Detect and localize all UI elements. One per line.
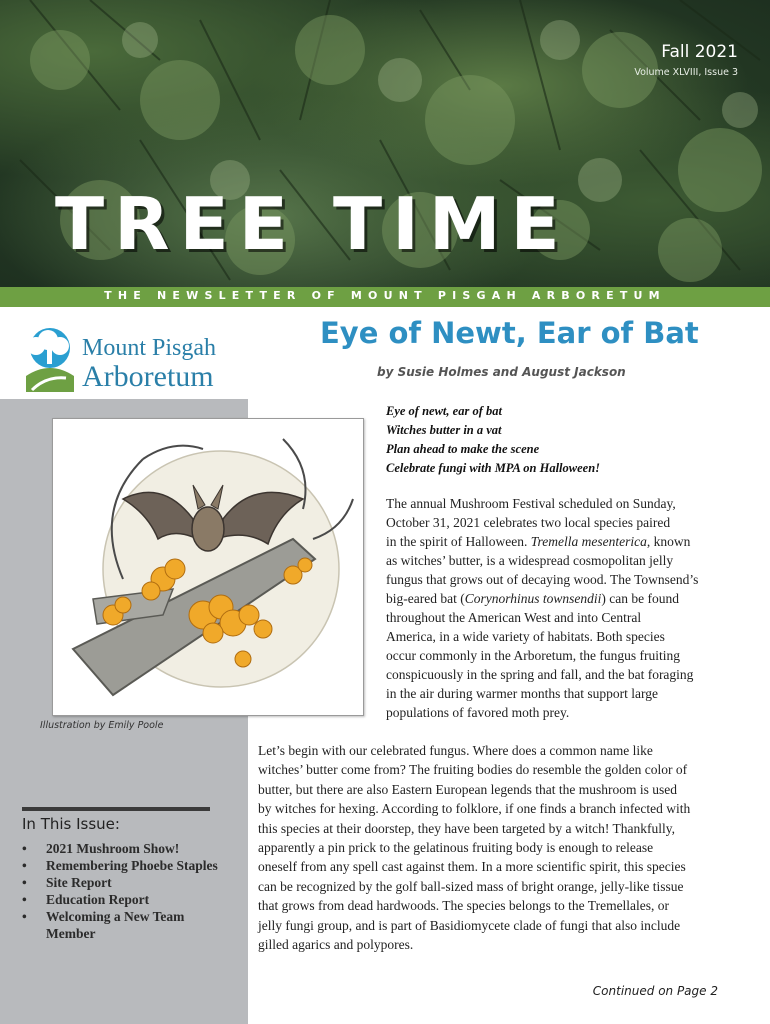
issue-item: • Welcoming a New Team Member [22,909,185,941]
tagline-strip [0,287,770,307]
bullet-icon: • [22,858,27,873]
poem-line: Plan ahead to make the scene [386,442,540,456]
bullet-icon: • [22,841,27,856]
bullet-icon: • [22,892,27,907]
poem-line: Eye of newt, ear of bat [386,404,502,418]
in-this-issue-heading: In This Issue: [22,815,120,833]
newsletter-masthead: TREE TIME [55,182,570,266]
header-photo [0,0,770,287]
species-name-bat: Corynorhinus townsendii [464,591,602,606]
in-this-issue-rule [22,807,210,811]
newsletter-tagline: THE NEWSLETTER OF MOUNT PISGAH ARBORETUM [104,289,666,302]
logo-text-line1: Mount Pisgah [82,335,217,361]
bat-and-fungus-illustration [53,419,363,715]
in-this-issue-list [22,840,222,942]
bullet-icon: • [22,875,27,890]
article-title: Eye of Newt, Ear of Bat [320,316,699,350]
species-name-fungus: Tremella mesenterica [530,534,647,549]
issue-item: • Remembering Phoebe Staples [22,858,218,873]
bullet-icon: • [22,909,27,924]
article-poem [386,402,600,478]
poem-line: Witches butter in a vat [386,423,502,437]
issue-season: Fall 2021 [661,42,738,62]
continued-on-page-link[interactable]: Continued on Page 2 [592,984,718,998]
illustration-credit: Illustration by Emily Poole [40,720,164,731]
arboretum-tree-logo-icon [22,326,78,396]
logo-text-line2: Arboretum [82,360,214,393]
issue-item: • Education Report [22,892,150,907]
article-byline: by Susie Holmes and August Jackson [377,365,626,379]
article-paragraph-2: Let’s begin with our celebrated fungus. Where does a common name like witches’ butter come from? The fruiting bodies do resemble the golden color of butter, but there are also Eastern European legends that the mushroom is used by witches for hexing. According to folklore, if one finds a branch infected with this species at their doorstep, they have been targeted by a witch! Thankfully, apparently a pin prick to the gelatinous fruiting body is enough to release oneself from any spell cast against them. In a more scientific spirit, this species can be recognized by the golf ball-sized mass of bright orange, jelly-like tissue that grows from dead hardwoods. The species belongs to the Tremellales, or jelly fungi group, and is part of Basidiomycete clade of fungi that also include gilled agarics and polypores. [258,743,691,953]
article-paragraph-1: The annual Mushroom Festival scheduled on Sunday, October 31, 2021 celebrates two local species paired in the spirit of Halloween. Tremella mesenterica, known as witches’ butter, is a widespread cosmopolitan jelly fungus that grows out of decaying wood. The Townsend’s big-eared bat (Corynorhinus townsendii) can be found throughout the American West and into Central America, in a wide variety of habitats. Both species occur commonly in the Arboretum, the fungus fruiting conspicuously in the spring and fall, and the bat foraging in the air during warmer months that support large populations of favored moth prey. [386,496,699,720]
issue-volume: Volume XLVIII, Issue 3 [634,67,738,78]
illustration-frame [52,418,364,716]
issue-item: • 2021 Mushroom Show! [22,841,180,856]
poem-line: Celebrate fungi with MPA on Halloween! [386,461,601,475]
issue-item: • Site Report [22,875,112,890]
